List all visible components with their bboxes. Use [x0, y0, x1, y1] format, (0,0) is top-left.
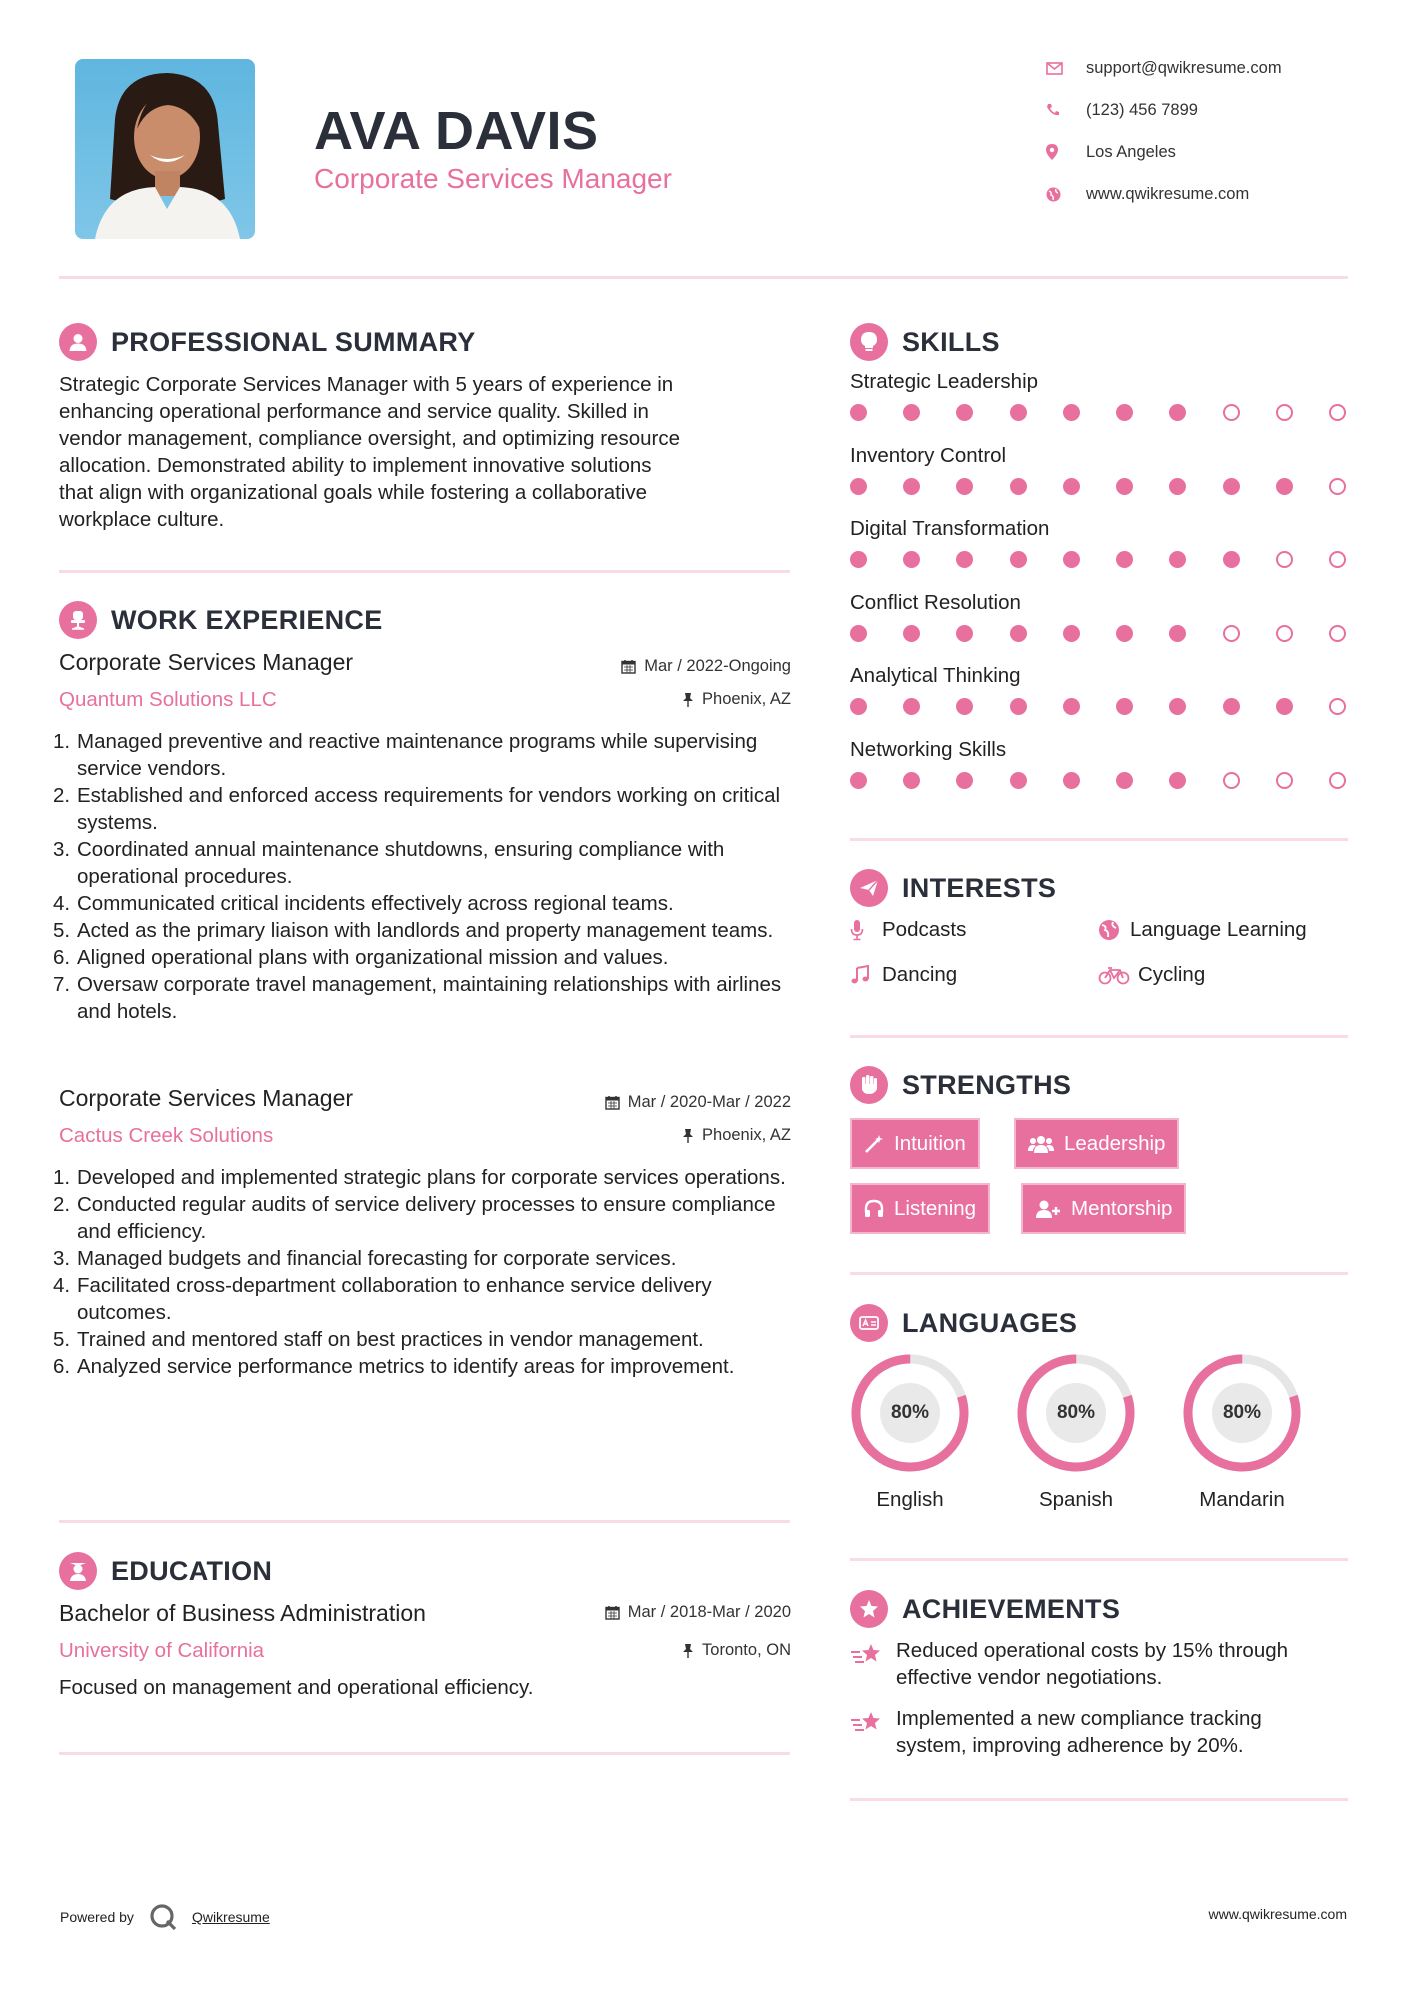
- rating-dot-empty: [1223, 404, 1240, 421]
- contact-website[interactable]: [1046, 184, 1249, 204]
- skill-rating: [850, 772, 1346, 789]
- summary-text: [59, 371, 799, 533]
- rating-dot-filled: [1169, 551, 1186, 568]
- job-date: [605, 1093, 791, 1112]
- user-icon: [59, 323, 97, 361]
- rating-dot-filled: [1010, 551, 1027, 568]
- calendar-icon: [621, 659, 636, 674]
- language-item: [1015, 1352, 1137, 1512]
- bicycle-icon: [1098, 965, 1134, 985]
- rating-dot-filled: [903, 404, 920, 421]
- job-date-text: Mar / 2020-Mar / 2022: [627, 1093, 791, 1111]
- skill-name: Digital Transformation: [850, 517, 1050, 540]
- powered-by-text: Powered by: [60, 1909, 134, 1925]
- rating-dot-filled: [1010, 478, 1027, 495]
- rating-dot-filled: [1116, 551, 1133, 568]
- duty-item: Oversaw corporate travel management, maintaining relationships with airlines and hotels.: [77, 973, 782, 1023]
- contact-website-text: www.qwikresume.com: [1086, 184, 1250, 203]
- rating-dot-filled: [1116, 478, 1133, 495]
- achievements-divider: [850, 1798, 1348, 1801]
- language-item: [849, 1352, 971, 1512]
- rating-dot-empty: [1329, 698, 1346, 715]
- rating-dot-filled: [850, 625, 867, 642]
- languages-title: LANGUAGES: [902, 1307, 1078, 1338]
- rating-dot-empty: [1329, 772, 1346, 789]
- envelope-icon: [1046, 58, 1072, 78]
- language-progress-ring: [849, 1352, 971, 1474]
- pushpin-icon: [682, 692, 694, 707]
- rating-dot-filled: [850, 551, 867, 568]
- skill-item: [850, 517, 1346, 591]
- rating-dot-filled: [1063, 698, 1080, 715]
- rating-dot-filled: [850, 478, 867, 495]
- strengths-divider: [850, 1272, 1348, 1275]
- pushpin-icon: [682, 1643, 694, 1658]
- duty-item: Conducted regular audits of service delivery processes to ensure compliance and efficiency.: [77, 1193, 776, 1243]
- summary-line: that align with organizational goals while fostering a collaborative: [59, 481, 648, 504]
- rating-dot-filled: [1010, 404, 1027, 421]
- skill-item: [850, 444, 1346, 518]
- job-location-text: Phoenix, AZ: [702, 690, 791, 708]
- rating-dot-filled: [1223, 698, 1240, 715]
- rating-dot-empty: [1223, 625, 1240, 642]
- skill-rating: [850, 698, 1346, 715]
- magic-wand-icon: [864, 1134, 884, 1154]
- education-divider: [59, 1752, 790, 1755]
- duty-item: Managed budgets and financial forecasting for corporate services.: [77, 1247, 677, 1270]
- experience-divider: [59, 1520, 790, 1523]
- skill-item: [850, 664, 1346, 738]
- skill-name: Strategic Leadership: [850, 370, 1039, 393]
- language-progress-ring: [1181, 1352, 1303, 1474]
- rating-dot-filled: [1116, 772, 1133, 789]
- briefcase-chair-icon: [59, 601, 97, 639]
- rating-dot-filled: [1276, 478, 1293, 495]
- job-location: [682, 1126, 791, 1145]
- achievement-line: effective vendor negotiations.: [896, 1666, 1163, 1689]
- education-location: [682, 1641, 791, 1660]
- rating-dot-filled: [903, 551, 920, 568]
- summary-heading: [59, 323, 476, 361]
- summary-line: Strategic Corporate Services Manager with 5 years of experience in: [59, 373, 674, 396]
- rating-dot-filled: [1063, 478, 1080, 495]
- language-percent: 80%: [880, 1383, 940, 1443]
- education-location-text: Toronto, ON: [702, 1641, 791, 1659]
- rating-dot-filled: [1223, 551, 1240, 568]
- rating-dot-filled: [956, 478, 973, 495]
- rating-dot-filled: [1116, 698, 1133, 715]
- education-title: EDUCATION: [111, 1555, 273, 1586]
- contact-phone[interactable]: [1046, 100, 1198, 120]
- interest-label: Podcasts: [882, 918, 967, 941]
- rating-dot-filled: [903, 698, 920, 715]
- footer-powered-by: [60, 1902, 270, 1932]
- rating-dot-filled: [1169, 698, 1186, 715]
- language-percent: 80%: [1212, 1383, 1272, 1443]
- job-company: Quantum Solutions LLC: [59, 688, 277, 711]
- job-location: [682, 690, 791, 709]
- rating-dot-filled: [1223, 478, 1240, 495]
- contact-phone-text: (123) 456 7899: [1086, 100, 1198, 119]
- skill-item: [850, 738, 1346, 812]
- skill-item: [850, 370, 1346, 444]
- strength-label: Intuition: [894, 1131, 966, 1155]
- contact-email[interactable]: [1046, 58, 1282, 78]
- skill-rating: [850, 404, 1346, 421]
- paper-plane-icon: [850, 869, 888, 907]
- location-pin-icon: [1046, 142, 1072, 162]
- rating-dot-filled: [1063, 772, 1080, 789]
- job-location-text: Phoenix, AZ: [702, 1126, 791, 1144]
- job-date-text: Mar / 2022-Ongoing: [644, 657, 791, 675]
- candidate-title: Corporate Services Manager: [314, 163, 672, 194]
- rating-dot-filled: [1116, 404, 1133, 421]
- skill-name: Analytical Thinking: [850, 664, 1021, 687]
- strength-chip: [850, 1183, 990, 1234]
- rating-dot-empty: [1276, 625, 1293, 642]
- strength-chip: [850, 1118, 980, 1169]
- education-date: [605, 1603, 791, 1622]
- achievement-line: system, improving adherence by 20%.: [896, 1734, 1244, 1757]
- calendar-icon: [605, 1095, 620, 1110]
- summary-line: enhancing operational performance and service quality. Skilled in: [59, 400, 649, 423]
- skill-rating: [850, 551, 1346, 568]
- skill-name: Inventory Control: [850, 443, 1007, 467]
- duty-item: Analyzed service performance metrics to identify areas for improvement.: [77, 1355, 735, 1378]
- strengths-heading: [850, 1066, 1071, 1104]
- skill-rating: [850, 478, 1346, 495]
- duty-item: Acted as the primary liaison with landlords and property management teams.: [77, 919, 774, 942]
- contact-email-text: support@qwikresume.com: [1086, 58, 1282, 77]
- duty-item: Managed preventive and reactive maintenance programs while supervising service vendors.: [77, 730, 758, 780]
- rating-dot-empty: [1329, 478, 1346, 495]
- duty-item: Aligned operational plans with organizational mission and values.: [77, 946, 669, 969]
- skill-rating: [850, 625, 1346, 642]
- rating-dot-filled: [956, 551, 973, 568]
- users-icon: [1028, 1134, 1054, 1154]
- interests-title: INTERESTS: [902, 872, 1057, 903]
- microphone-icon: [850, 919, 878, 941]
- experience-title: WORK EXPERIENCE: [111, 604, 383, 635]
- education-description: Focused on management and operational efficiency.: [59, 1676, 534, 1699]
- language-progress-ring: [1015, 1352, 1137, 1474]
- summary-line: allocation. Demonstrated ability to implement innovative solutions: [59, 454, 652, 477]
- interest-item: [1098, 918, 1307, 942]
- rating-dot-filled: [903, 478, 920, 495]
- rating-dot-filled: [1063, 404, 1080, 421]
- rating-dot-filled: [1169, 404, 1186, 421]
- strength-label: Mentorship: [1071, 1196, 1173, 1220]
- graduate-icon: [59, 1552, 97, 1590]
- summary-line: vendor management, compliance oversight, and optimizing resource: [59, 427, 681, 450]
- rating-dot-filled: [903, 772, 920, 789]
- achievements-title: ACHIEVEMENTS: [902, 1593, 1121, 1624]
- duty-item: Established and enforced access requirements for vendors working on critical systems.: [77, 784, 781, 834]
- strength-chip: [1021, 1183, 1186, 1234]
- rating-dot-filled: [850, 698, 867, 715]
- rating-dot-filled: [956, 625, 973, 642]
- job-title: Corporate Services Manager: [59, 649, 354, 675]
- language-name: Mandarin: [1199, 1488, 1285, 1511]
- rating-dot-filled: [956, 772, 973, 789]
- achievement-item: [850, 1637, 1350, 1691]
- rating-dot-filled: [1063, 551, 1080, 568]
- shooting-star-icon: [850, 1708, 884, 1736]
- interest-item: [850, 918, 966, 942]
- achievement-line: Implemented a new compliance tracking: [896, 1707, 1262, 1730]
- rating-dot-filled: [956, 698, 973, 715]
- lightbulb-icon: [850, 323, 888, 361]
- duty-item: Developed and implemented strategic plans for corporate services operations.: [77, 1166, 786, 1189]
- fist-icon: [850, 1066, 888, 1104]
- rating-dot-filled: [1116, 625, 1133, 642]
- experience-heading: [59, 601, 383, 639]
- skills-heading: [850, 323, 1000, 361]
- interest-item: [1098, 963, 1205, 987]
- contact-location: [1046, 142, 1176, 162]
- education-date-text: Mar / 2018-Mar / 2020: [627, 1603, 791, 1621]
- headphones-icon: [864, 1199, 884, 1219]
- school-name: University of California: [59, 1639, 265, 1662]
- rating-dot-filled: [1276, 698, 1293, 715]
- achievements-heading: [850, 1590, 1120, 1628]
- education-heading: [59, 1552, 272, 1590]
- interest-label: Cycling: [1138, 963, 1206, 986]
- job-title: Corporate Services Manager: [59, 1085, 354, 1111]
- shooting-star-icon: [850, 1640, 884, 1668]
- pushpin-icon: [682, 1128, 694, 1143]
- job-company: Cactus Creek Solutions: [59, 1124, 274, 1147]
- rating-dot-filled: [1010, 698, 1027, 715]
- duty-item: Communicated critical incidents effectively across regional teams.: [77, 892, 674, 915]
- strengths-title: STRENGTHS: [902, 1069, 1072, 1100]
- qwikresume-logo-icon: [148, 1902, 178, 1932]
- achievement-item: [850, 1705, 1350, 1759]
- languages-divider: [850, 1558, 1348, 1561]
- skills-list: [850, 370, 1346, 811]
- duty-item: Trained and mentored staff on best practices in vendor management.: [77, 1328, 704, 1351]
- achievement-line: Reduced operational costs by 15% through: [896, 1639, 1289, 1662]
- profile-photo: [75, 59, 255, 239]
- globe-icon: [1046, 184, 1072, 204]
- duty-item: Facilitated cross-department collaboration to enhance service delivery outcomes.: [77, 1274, 712, 1324]
- user-plus-icon: [1035, 1199, 1061, 1219]
- skills-divider: [850, 838, 1348, 841]
- header-divider: [59, 276, 1348, 279]
- rating-dot-filled: [1010, 772, 1027, 789]
- summary-line: workplace culture.: [59, 508, 225, 531]
- rating-dot-filled: [1169, 625, 1186, 642]
- skills-title: SKILLS: [902, 326, 1000, 357]
- rating-dot-filled: [1063, 625, 1080, 642]
- rating-dot-filled: [1169, 478, 1186, 495]
- interest-label: Language Learning: [1130, 918, 1307, 941]
- language-item: [1181, 1352, 1303, 1512]
- skill-item: [850, 591, 1346, 665]
- degree-title: Bachelor of Business Administration: [59, 1600, 426, 1626]
- strength-chip: [1014, 1118, 1179, 1169]
- rating-dot-empty: [1329, 404, 1346, 421]
- star-badge-icon: [850, 1590, 888, 1628]
- calendar-icon: [605, 1605, 620, 1620]
- interests-divider: [850, 1035, 1348, 1038]
- language-percent: 80%: [1046, 1383, 1106, 1443]
- rating-dot-empty: [1276, 404, 1293, 421]
- rating-dot-filled: [850, 404, 867, 421]
- skill-name: Networking Skills: [850, 737, 1007, 761]
- language-name: English: [876, 1488, 944, 1511]
- rating-dot-empty: [1329, 625, 1346, 642]
- job-duties: [59, 1164, 799, 1380]
- music-note-icon: [850, 965, 878, 985]
- qwikresume-link[interactable]: Qwikresume: [191, 1909, 270, 1925]
- rating-dot-filled: [850, 772, 867, 789]
- duty-item: Coordinated annual maintenance shutdowns, ensuring compliance with operational procedures.: [77, 838, 725, 888]
- languages-heading: [850, 1304, 1077, 1342]
- contact-location-text: Los Angeles: [1086, 142, 1176, 161]
- candidate-name: AVA DAVIS: [314, 101, 599, 161]
- rating-dot-filled: [1169, 772, 1186, 789]
- strength-label: Leadership: [1064, 1131, 1166, 1155]
- strength-label: Listening: [894, 1196, 977, 1220]
- language-card-icon: [850, 1304, 888, 1342]
- interests-heading: [850, 869, 1056, 907]
- job-duties: [59, 728, 799, 1025]
- skill-name: Conflict Resolution: [850, 590, 1021, 614]
- phone-icon: [1046, 100, 1072, 120]
- summary-title: PROFESSIONAL SUMMARY: [111, 326, 476, 357]
- language-name: Spanish: [1038, 1488, 1114, 1511]
- rating-dot-filled: [1010, 625, 1027, 642]
- job-date: [621, 657, 791, 676]
- footer-website[interactable]: www.qwikresume.com: [1208, 1906, 1347, 1922]
- rating-dot-filled: [903, 625, 920, 642]
- rating-dot-filled: [956, 404, 973, 421]
- rating-dot-empty: [1276, 772, 1293, 789]
- rating-dot-empty: [1223, 772, 1240, 789]
- interest-label: Dancing: [882, 963, 958, 986]
- globe-icon: [1098, 919, 1126, 941]
- rating-dot-empty: [1276, 551, 1293, 568]
- rating-dot-empty: [1329, 551, 1346, 568]
- interest-item: [850, 963, 957, 987]
- summary-divider: [59, 570, 790, 573]
